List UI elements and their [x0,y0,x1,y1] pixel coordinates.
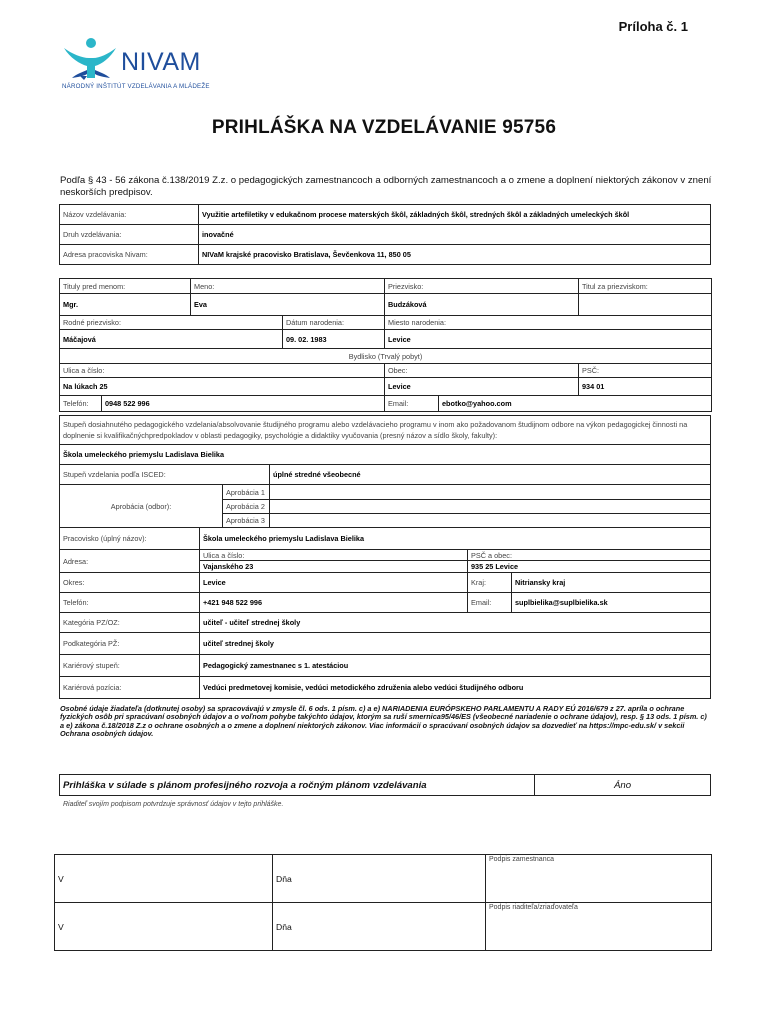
workplace-label: Pracovisko (úplný názov): [60,528,200,550]
attachment-label: Príloha č. 1 [618,19,688,34]
course-type-value[interactable]: inovačné [199,225,711,245]
isced-field[interactable]: úplné stredné všeobecné [270,465,711,485]
date-field-2[interactable]: Dňa [273,903,486,951]
title-before-label: Tituly pred menom: [60,279,191,294]
career-position-label: Kariérová pozícia: [60,677,200,699]
signature-table [54,854,712,951]
first-name-label: Meno: [191,279,385,294]
work-zip-city-label: PSČ a obec: [468,550,711,561]
birth-surname-label: Rodné priezvisko: [60,316,283,330]
district-label: Okres: [60,573,200,593]
birth-date-field[interactable]: 09. 02. 1983 [283,330,385,349]
course-address-value[interactable]: NIVaM krajské pracovisko Bratislava, Ševčenkova 11, 850 05 [199,245,711,265]
course-type-label: Druh vzdelávania: [60,225,199,245]
aprobacia-3-field[interactable] [270,514,711,528]
aprobacia-2-label: Aprobácia 2 [223,500,270,514]
work-email-field[interactable]: suplbielika@suplbielika.sk [512,593,711,613]
zip-label: PSČ: [579,364,712,378]
birth-surname-field[interactable]: Máčajová [60,330,283,349]
education-desc: Stupeň dosiahnutého pedagogického vzdelania/absolvovanie študijného programu alebo vzdelávacieho programu v inom ako požadovanom študijnom odbore na výkon pedagogickej činnosti na doplnenie si kvalifikačnýchpredpokladov v oblasti pedagogiky, psychológie a didaktiky vyučovania (presný názov a sídlo školy, fakulty): [60,416,711,445]
course-name-value[interactable]: Využitie artefiletiky v edukačnom procese materských škôl, základných škôl, stredných škôl a základných umeleckých škôl [199,205,711,225]
approval-answer[interactable]: Áno [535,775,711,796]
logo-subtitle: NÁRODNÝ INŠTITÚT VZDELÁVANIA A MLÁDEŽE [62,83,210,90]
place-field-2[interactable]: V [55,903,273,951]
aprobacia-2-field[interactable] [270,500,711,514]
email-field[interactable]: ebotko@yahoo.com [439,396,712,412]
form-title: PRIHLÁŠKA NA VZDELÁVANIE 95756 [211,117,557,138]
employee-signature[interactable]: Podpis zamestnanca [486,855,712,903]
surname-field[interactable]: Budzáková [385,294,579,316]
work-zip-city-field[interactable]: 935 25 Levice [468,561,711,573]
course-name-label: Názov vzdelávania: [60,205,199,225]
work-street-field[interactable]: Vajanského 23 [200,561,468,573]
work-phone-label: Telefón: [60,593,200,613]
work-email-label: Email: [468,593,512,613]
city-field[interactable]: Levice [385,378,579,396]
course-table [59,204,711,265]
title-after-label: Titul za priezviskom: [579,279,712,294]
surname-label: Priezvisko: [385,279,579,294]
phone-label: Telefón: [60,396,102,412]
district-field[interactable]: Levice [200,573,468,593]
category-label: Kategória PZ/OZ: [60,613,200,633]
place-field-1[interactable]: V [55,855,273,903]
career-level-field[interactable]: Pedagogický zamestnanec s 1. atestáciou [200,655,711,677]
career-position-field[interactable]: Vedúci predmetovej komisie, vedúci metodického združenia alebo vedúci študijného odboru [200,677,711,699]
zip-field[interactable]: 934 01 [579,378,712,396]
category-field[interactable]: učiteľ - učiteľ strednej školy [200,613,711,633]
director-signature[interactable]: Podpis riaditeľa/zriaďovateľa [486,903,712,951]
birth-date-label: Dátum narodenia: [283,316,385,330]
work-phone-field[interactable]: +421 948 522 996 [200,593,468,613]
residence-header: Bydlisko (Trvalý pobyt) [60,349,712,364]
approval-table [59,774,711,796]
street-label: Ulica a číslo: [60,364,385,378]
gdpr-notice: Osobné údaje žiadateľa (dotknutej osoby) sa spracovávajú v zmysle čl. 6 ods. 1 písm. c) a e) NARIADENIA EURÓPSKEHO PARLAMENTU A RADY EÚ 2016/679 z 27. apríla o ochrane fyzických osôb pri spracúvaní osobných údajov a o voľnom pohybe takýchto údajov, ktorým sa ruší smernica95/46/ES (všeobecné nariadenie o ochrane údajov), resp. § 13 ods. 1 písm. c) a e) zákona č.18/2018 Z.z o ochrane osobných a o zmene a doplnení niektorých zákonov. Viac informácií o spracúvaní osobných údajov sa dozvedieť na https://mpc-edu.sk/ v sekcii Ochrana osobných údajov. [60,704,707,738]
course-address-label: Adresa pracoviska Nivam: [60,245,199,265]
subcategory-label: Podkategória PŽ: [60,633,200,655]
education-table [59,415,711,699]
aprobacia-label: Aprobácia (odbor): [60,485,223,528]
aprobacia-1-label: Aprobácia 1 [223,485,270,500]
approval-statement: Prihláška v súlade s plánom profesijného rozvoja a ročným plánom vzdelávania [60,775,535,796]
work-street-label: Ulica a číslo: [200,550,468,561]
aprobacia-1-field[interactable] [270,485,711,500]
aprobacia-3-label: Aprobácia 3 [223,514,270,528]
birth-place-label: Miesto narodenia: [385,316,712,330]
career-level-label: Kariérový stupeň: [60,655,200,677]
phone-field[interactable]: 0948 522 996 [102,396,385,412]
director-note: Riaditeľ svojím podpisom potvrdzuje správnosť údajov v tejto prihláške. [63,801,284,808]
form-intro: Podľa § 43 - 56 zákona č.138/2019 Z.z. o pedagogických zamestnancoch a odborných zamestnancoch a o zmene a doplnení niektorých zákonov v znení neskorších predpisov. [60,175,712,199]
work-address-label: Adresa: [60,550,200,573]
first-name-field[interactable]: Eva [191,294,385,316]
region-label: Kraj: [468,573,512,593]
birth-place-field[interactable]: Levice [385,330,712,349]
isced-label: Stupeň vzdelania podľa ISCED: [60,465,270,485]
education-school-field[interactable]: Škola umeleckého priemyslu Ladislava Bielika [60,445,711,465]
email-label: Email: [385,396,439,412]
street-field[interactable]: Na lúkach 25 [60,378,385,396]
logo-text: NIVAM [121,48,201,76]
personal-table [59,278,712,412]
title-before-field[interactable]: Mgr. [60,294,191,316]
workplace-field[interactable]: Škola umeleckého priemyslu Ladislava Bielika [200,528,711,550]
date-field-1[interactable]: Dňa [273,855,486,903]
city-label: Obec: [385,364,579,378]
subcategory-field[interactable]: učiteľ strednej školy [200,633,711,655]
region-field[interactable]: Nitriansky kraj [512,573,711,593]
title-after-field[interactable] [579,294,712,316]
